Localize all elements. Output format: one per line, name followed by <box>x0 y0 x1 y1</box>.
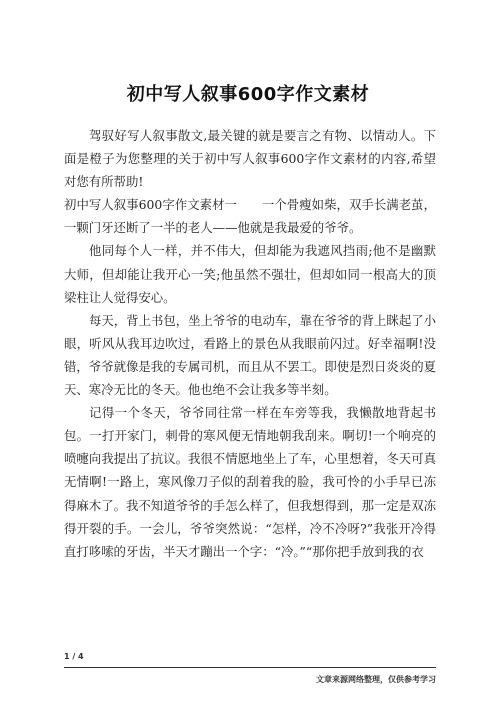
paragraph-section-heading: 初中写人叙事600字作文素材一 一个骨瘦如柴，双手长满老茧，一颗门牙还断了一半的老人——他就是我最爱的爷爷。 <box>64 197 436 236</box>
paragraph-daily-ride: 每天，背上书包，坐上爷爷的电动车，靠在爷爷的背上眯起了小眼，听风从我耳边吹过，看路上的景色从我眼前闪过。好幸福啊!没错，爷爷就像是我的专属司机，而且从不罢工。即使是烈日炎炎的夏天、寒冷无比的冬天。他也绝不会让我多等半刻。 <box>64 312 436 398</box>
paragraph-intro: 驾驭好写人叙事散文,最关键的就是要言之有物、以情动人。下面是橙子为您整理的关于初中写人叙事600字作文素材的内容,希望对您有所帮助! <box>64 128 436 190</box>
document-body <box>64 124 436 563</box>
document-title: 初中写人叙事600字作文素材 <box>126 84 370 105</box>
paragraph-winter-memory: 记得一个冬天，爷爷同往常一样在车旁等我，我懒散地背起书包。一打开家门，刺骨的寒风便无情地朝我刮来。啊切!一个响亮的喷嚏向我提出了抗议。我很不情愿地坐上了车，心里想着，冬天可真无情啊!一路上，寒风像刀子似的刮着我的脸，我可怜的小手早已冻得麻木了。我不知道爷爷的手怎么样了，但我想得到，那一定是双冻得开裂的手。一会儿，爷爷突然说：“怎样，冷不冷呀?”我张开冷得直打哆嗦的牙齿，半天才蹦出一个字：“冷。”“那你把手放到我的衣 <box>64 405 436 559</box>
footer-divider <box>64 667 436 668</box>
footer-note: 文章来源网络整理，仅供参考学习 <box>316 675 436 684</box>
page-number: 1 / 4 <box>64 652 84 661</box>
paragraph-grandfather-description: 他同每个人一样，并不伟大，但却能为我遮风挡雨;他不是幽默大师，但却能让我开心一笑;他虽然不强壮，但却如同一根高大的顶梁柱让人觉得安心。 <box>64 243 436 305</box>
